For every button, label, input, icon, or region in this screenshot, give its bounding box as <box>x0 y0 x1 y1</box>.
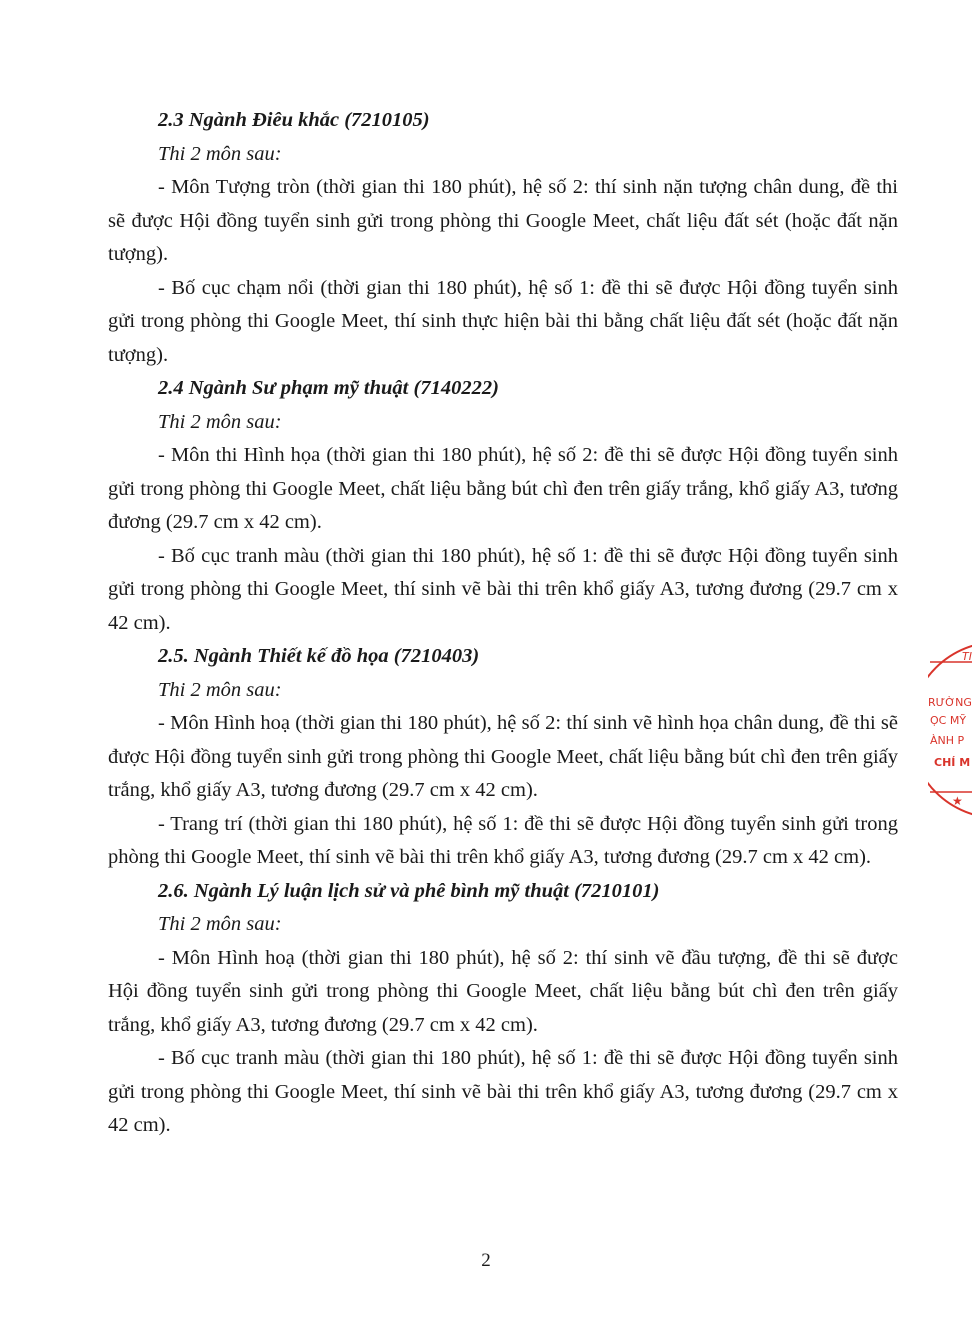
seal-text: ÀNH P <box>930 734 965 747</box>
section-ly-luan-lich-su <box>108 875 898 1143</box>
seal-text: TI <box>962 650 972 663</box>
seal-text: RƯỜNG <box>928 696 972 709</box>
paragraph: - Môn Hình hoạ (thời gian thi 180 phút), hệ số 2: thí sinh vẽ đầu tượng, đề thi sẽ được Hội đồng tuyển sinh gửi trong phòng thi Google Meet, chất liệu bằng bút chì đen trên giấy trắng, khổ giấy A3, tương đương (29.7 cm x 42 cm). <box>108 946 898 1036</box>
paragraph: - Môn Hình hoạ (thời gian thi 180 phút), hệ số 2: thí sinh vẽ hình họa chân dung, đề thi sẽ được Hội đồng tuyển sinh gửi trong phòng thi Google Meet, chất liệu bằng bút chì đen trên giấy trắng, khổ giấy A3, tương đương (29.7 cm x 42 cm). <box>108 712 898 801</box>
paragraph: - Bố cục chạm nổi (thời gian thi 180 phút), hệ số 1: đề thi sẽ được Hội đồng tuyển sinh gửi trong phòng thi Google Meet, thí sinh thực hiện bài thi bằng chất liệu đất sét (hoặc đất nặn tượng). <box>108 276 898 366</box>
page-number: 2 <box>481 1250 491 1271</box>
paragraph: - Bố cục tranh màu (thời gian thi 180 phút), hệ số 1: đề thi sẽ được Hội đồng tuyển sinh gửi trong phòng thi Google Meet, thí sinh vẽ bài thi trên khổ giấy A3, tương đương (29.7 cm x 42 cm). <box>108 544 898 634</box>
section-subheading: Thi 2 môn sau: <box>158 410 282 433</box>
section-subheading: Thi 2 môn sau: <box>158 142 282 165</box>
paragraph: - Trang trí (thời gian thi 180 phút), hệ số 1: đề thi sẽ được Hội đồng tuyển sinh gửi trong phòng thi Google Meet, thí sinh vẽ bài thi trên khổ giấy A3, tương đương (29.7 cm x 42 cm). <box>108 812 898 868</box>
seal-text: CHÍ M <box>934 756 971 769</box>
section-heading: 2.6. Ngành Lý luận lịch sử và phê bình mỹ thuật (7210101) <box>158 879 660 902</box>
seal-star-icon: ★ <box>952 794 963 808</box>
section-thiet-ke-do-hoa <box>108 640 898 875</box>
seal-text: ỌC MỸ <box>930 714 967 727</box>
section-heading: 2.3 Ngành Điêu khắc (7210105) <box>158 109 430 131</box>
section-subheading: Thi 2 môn sau: <box>158 913 282 935</box>
red-seal-stamp <box>928 640 972 820</box>
section-su-pham-my-thuat <box>108 372 898 640</box>
paragraph: - Bố cục tranh màu (thời gian thi 180 phút), hệ số 1: đề thi sẽ được Hội đồng tuyển sinh gửi trong phòng thi Google Meet, thí sinh vẽ bài thi trên khổ giấy A3, tương đương (29.7 cm x 42 cm). <box>108 1047 898 1136</box>
paragraph: - Môn Tượng tròn (thời gian thi 180 phút), hệ số 2: thí sinh nặn tượng chân dung, đề thi sẽ được Hội đồng tuyển sinh gửi trong phòng thi Google Meet, chất liệu đất sét (hoặc đất nặn tượng). <box>108 176 898 265</box>
section-dieu-khac <box>108 104 898 372</box>
section-subheading: Thi 2 môn sau: <box>158 678 282 701</box>
section-heading: 2.4 Ngành Sư phạm mỹ thuật (7140222) <box>158 377 499 399</box>
document-body <box>108 104 898 1143</box>
paragraph: - Môn thi Hình họa (thời gian thi 180 phút), hệ số 2: đề thi sẽ được Hội đồng tuyển sinh gửi trong phòng thi Google Meet, chất liệu bằng bút chì đen trên giấy trắng, khổ giấy A3, tương đương (29.7 cm x 42 cm). <box>108 444 898 533</box>
section-heading: 2.5. Ngành Thiết kế đồ họa (7210403) <box>158 645 480 667</box>
